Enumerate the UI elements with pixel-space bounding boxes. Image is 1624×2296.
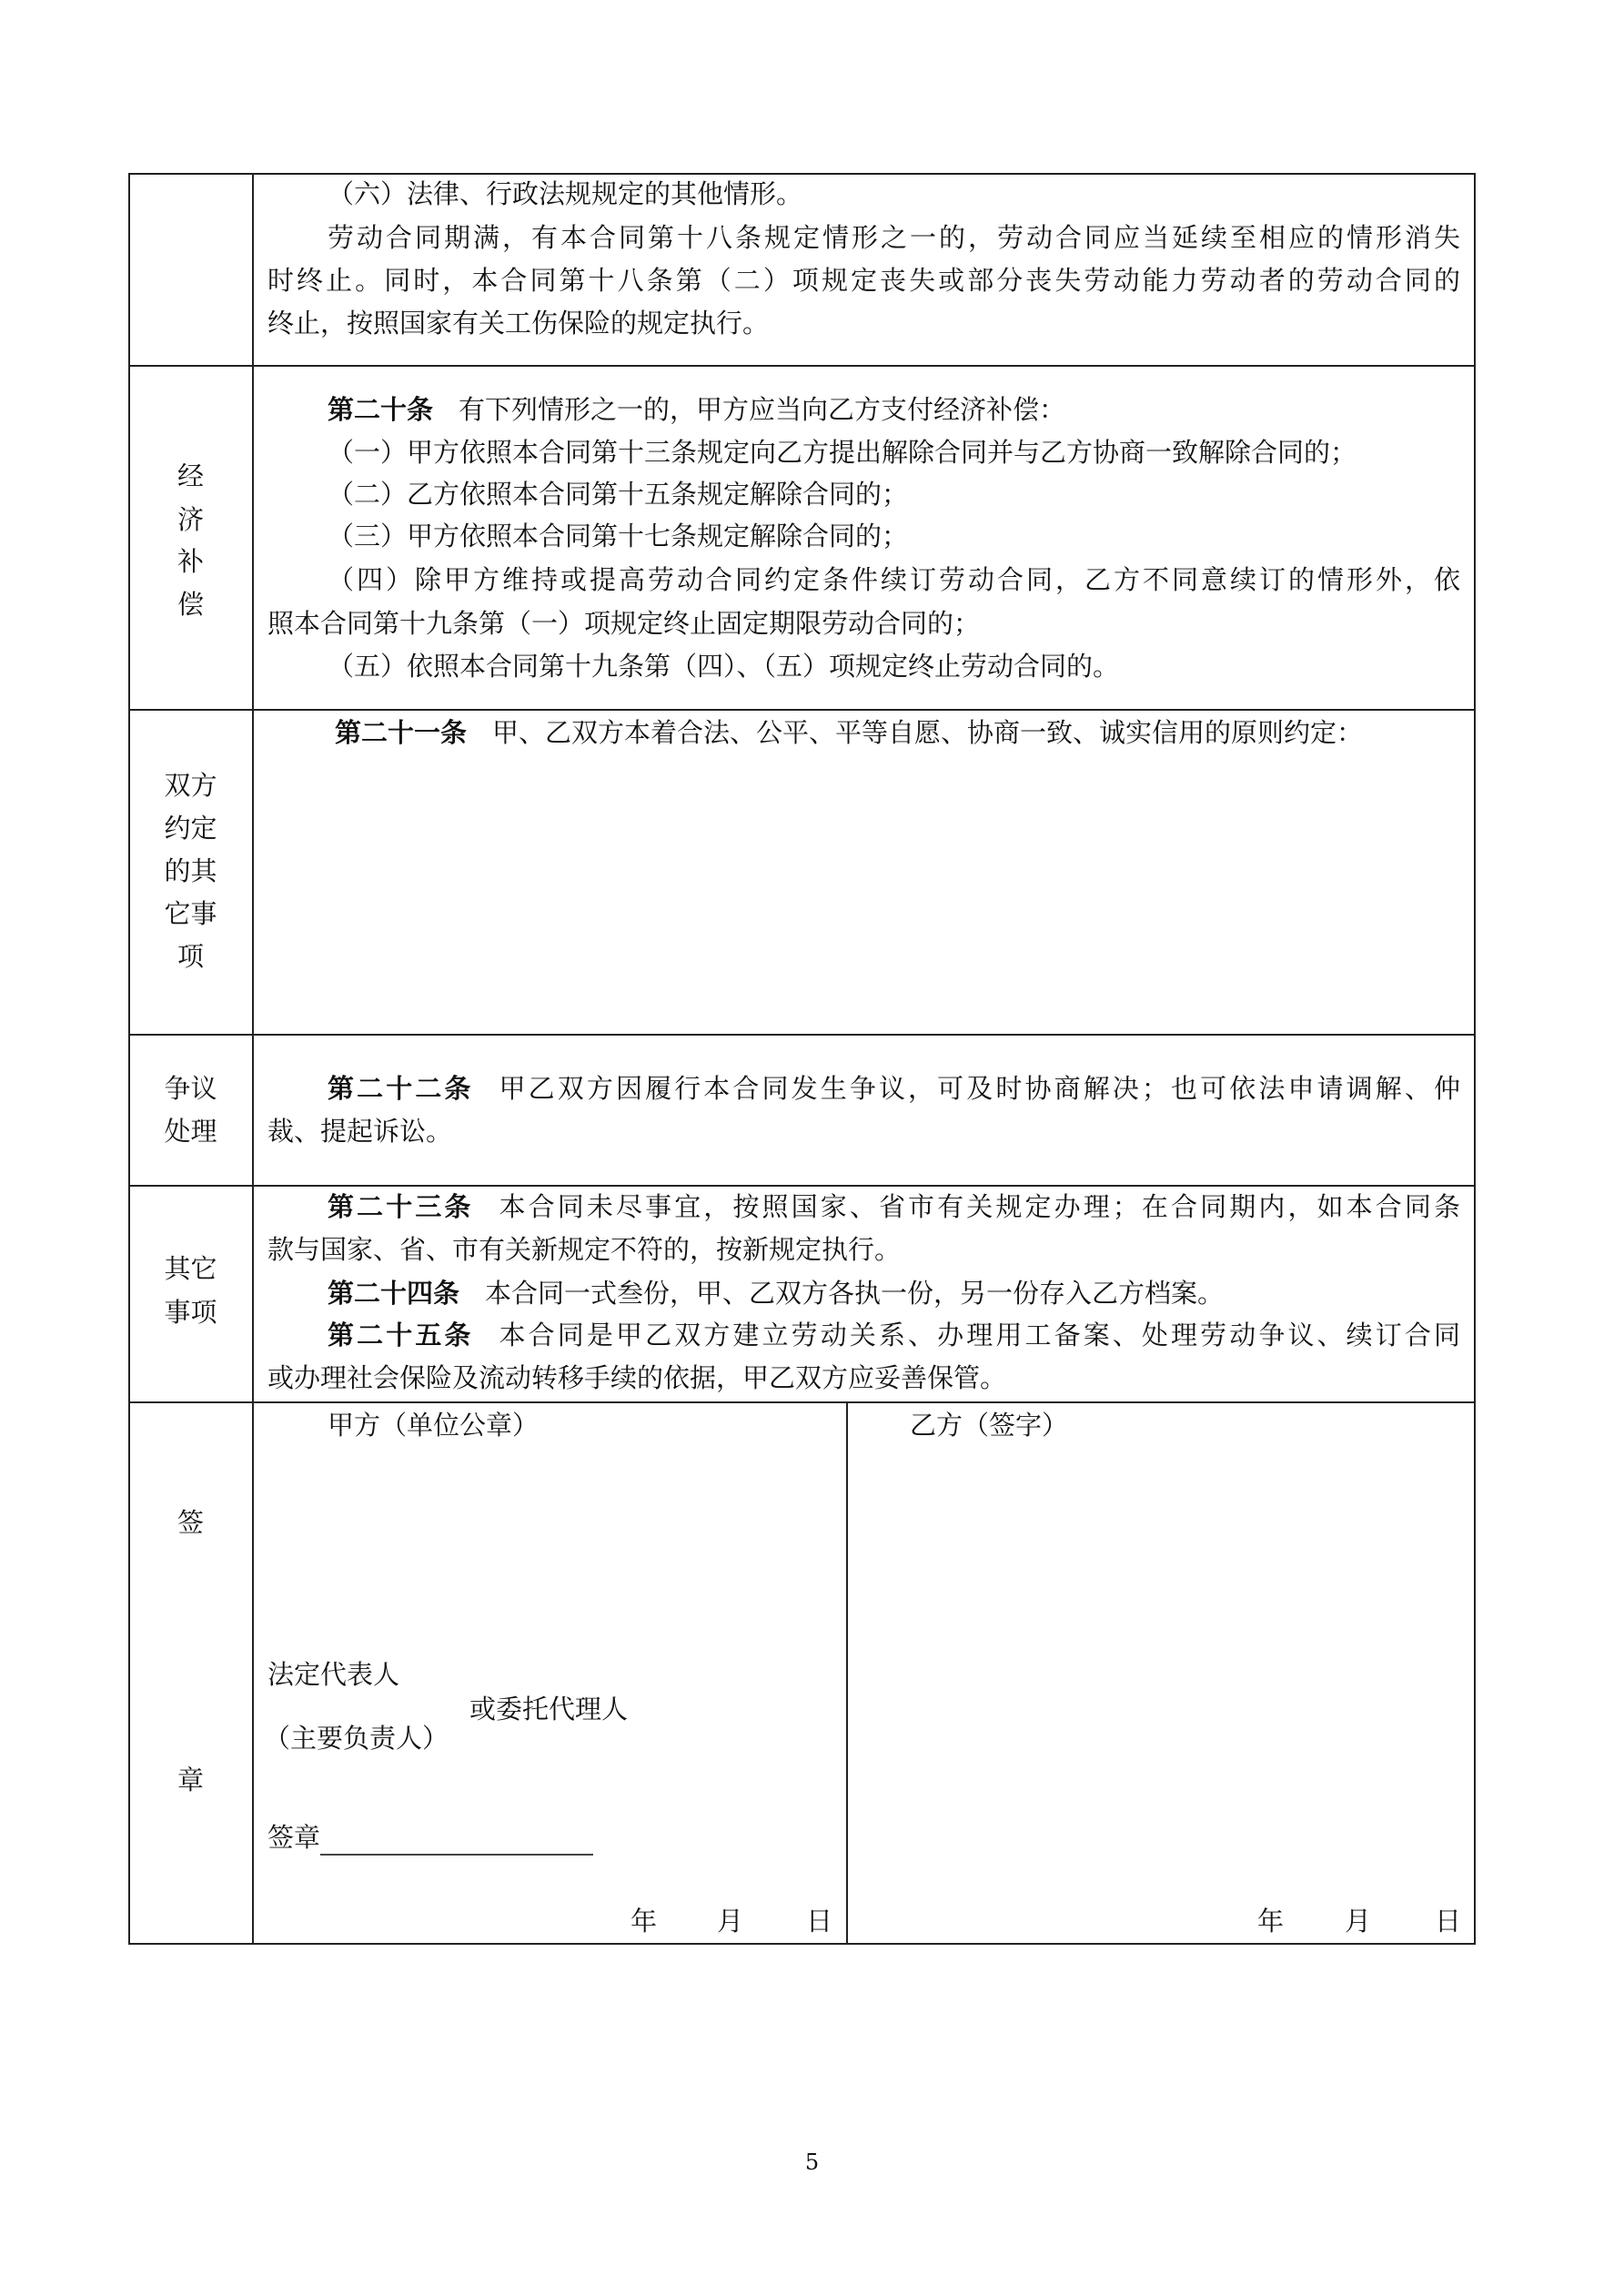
clause-line: （五）依照本合同第十九条第（四）、（五）项规定终止劳动合同的。 [328, 651, 1120, 682]
row-label-other-matters: 其它 [164, 1253, 217, 1284]
row-divider [128, 365, 1474, 367]
party-b-sign-label: 乙方（签字） [910, 1410, 1069, 1441]
seal-signature-field[interactable] [267, 1819, 593, 1856]
table-border-right [1474, 173, 1476, 1944]
row-label-economic-compensation: 偿 [177, 589, 204, 620]
row-label-signature: 签 [177, 1507, 204, 1538]
table-border-top [128, 173, 1474, 175]
row-label-economic-compensation: 补 [177, 546, 204, 577]
clause-text: 本合同是甲乙双方建立劳动关系、办理用工备案、处理劳动争议、续订合同 [499, 1320, 1460, 1350]
row-label-other-agreements: 约定 [164, 813, 217, 844]
signature-underline [320, 1826, 593, 1856]
article-22 [328, 1070, 1460, 1107]
clause-line: 或办理社会保险及流动转移手续的依据，甲乙双方应妥善保管。 [267, 1362, 1007, 1393]
article-20-heading [328, 391, 1460, 428]
principal-label: （主要负责人） [264, 1723, 449, 1754]
article-24 [328, 1275, 1460, 1311]
clause-line: 裁、提起诉讼。 [267, 1116, 453, 1147]
article-number: 第二十二条 [328, 1073, 474, 1104]
row-label-other-agreements: 双方 [164, 770, 217, 801]
row-label-other-matters: 事项 [164, 1297, 217, 1328]
article-number: 第二十五条 [328, 1320, 474, 1350]
row-label-dispute: 处理 [164, 1116, 217, 1147]
label-column-divider [252, 173, 254, 1944]
article-number: 第二十一条 [335, 717, 468, 748]
clause-line: 款与国家、省、市有关新规定不符的，按新规定执行。 [267, 1234, 902, 1265]
row-label-economic-compensation: 济 [177, 504, 204, 535]
row-label-other-agreements: 它事 [164, 898, 217, 929]
table-border-left [128, 173, 130, 1944]
clause-line: （六）法律、行政法规规定的其他情形。 [328, 178, 803, 209]
article-number: 第二十三条 [328, 1191, 474, 1222]
clause-line: 时终止。同时，本合同第十八条第（二）项规定丧失或部分丧失劳动能力劳动者的劳动合同的 [267, 265, 1460, 296]
seal-label: 签章 [267, 1822, 321, 1853]
party-b-date-month: 月 [1345, 1906, 1372, 1937]
party-b-date-year: 年 [1257, 1906, 1285, 1937]
clause-line: （三）甲方依照本合同第十七条规定解除合同的； [328, 521, 909, 551]
row-label-other-agreements: 的其 [164, 855, 217, 886]
clause-line: （二）乙方依照本合同第十五条规定解除合同的； [328, 479, 909, 510]
row-label-other-agreements: 项 [177, 941, 204, 972]
table-border-bottom [128, 1943, 1476, 1945]
clause-text: 本合同未尽事宜，按照国家、省市有关规定办理；在合同期内，如本合同条 [499, 1191, 1460, 1222]
clause-line: （四）除甲方维持或提高劳动合同约定条件续订劳动合同，乙方不同意续订的情形外，依 [328, 564, 1460, 595]
clause-text: 有下列情形之一的，甲方应当向乙方支付经济补偿： [459, 394, 1066, 425]
party-b-date-day: 日 [1435, 1906, 1462, 1937]
article-25 [328, 1317, 1460, 1353]
party-a-date-month: 月 [717, 1906, 744, 1937]
row-label-economic-compensation: 经 [177, 460, 204, 491]
party-a-seal-label: 甲方（单位公章） [328, 1410, 540, 1441]
row-divider [128, 709, 1474, 711]
page-number: 5 [804, 2149, 820, 2175]
party-a-date-day: 日 [806, 1906, 833, 1937]
authorized-agent-label: 或委托代理人 [469, 1694, 629, 1725]
clause-text: 甲乙双方因履行本合同发生争议，可及时协商解决；也可依法申请调解、仲 [499, 1073, 1460, 1104]
row-divider [128, 1034, 1474, 1036]
row-divider [128, 1185, 1474, 1187]
row-label-signature: 章 [177, 1765, 204, 1795]
clause-line: （一）甲方依照本合同第十三条规定向乙方提出解除合同并与乙方协商一致解除合同的； [328, 437, 1357, 468]
clause-text: 本合同一式叁份，甲、乙双方各执一份，另一份存入乙方档案。 [485, 1278, 1225, 1309]
row-label-dispute: 争议 [164, 1073, 217, 1104]
signature-divider [846, 1401, 848, 1944]
article-21 [335, 714, 1468, 751]
article-number: 第二十四条 [328, 1278, 460, 1309]
party-a-date-year: 年 [630, 1906, 658, 1937]
clause-line: 劳动合同期满，有本合同第十八条规定情形之一的，劳动合同应当延续至相应的情形消失 [328, 222, 1460, 253]
row-divider [128, 1401, 1474, 1403]
article-23 [328, 1188, 1460, 1225]
article-number: 第二十条 [328, 394, 434, 425]
legal-representative-label: 法定代表人 [267, 1659, 400, 1690]
clause-text: 甲、乙双方本着合法、公平、平等自愿、协商一致、诚实信用的原则约定： [492, 717, 1364, 748]
clause-line: 终止，按照国家有关工伤保险的规定执行。 [267, 308, 770, 339]
clause-line: 照本合同第十九条第（一）项规定终止固定期限劳动合同的； [267, 608, 981, 639]
